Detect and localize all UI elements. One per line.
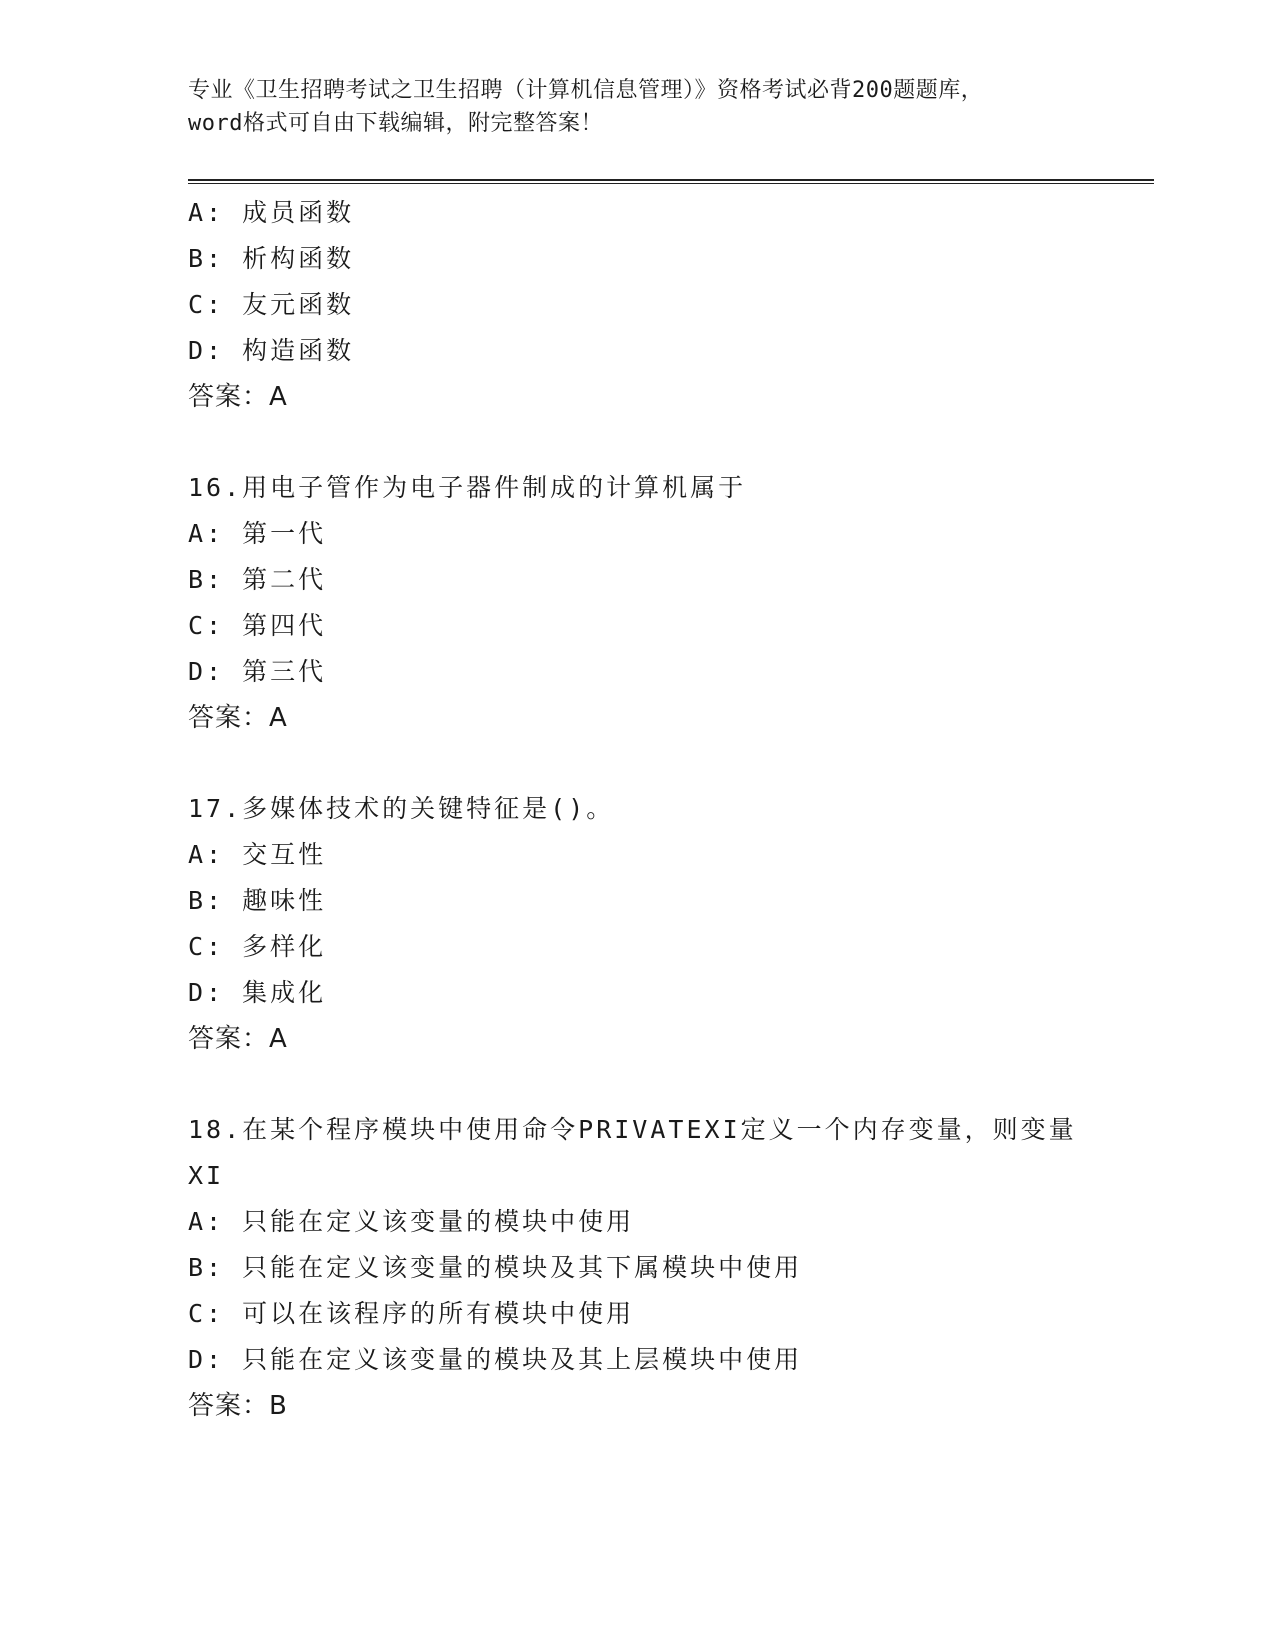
option-a: A: 成员函数	[188, 198, 355, 227]
option-c: C: 多样化	[188, 932, 327, 961]
option-c: C: 友元函数	[188, 290, 355, 319]
answer-line: 答案：A	[188, 703, 288, 733]
option-a: A: 第一代	[188, 519, 327, 548]
header-title-line-1: 专业《卫生招聘考试之卫生招聘（计算机信息管理）》资格考试必背200题题库，	[188, 78, 984, 103]
option-a: A: 只能在定义该变量的模块中使用	[188, 1207, 635, 1236]
option-c: C: 可以在该程序的所有模块中使用	[188, 1299, 635, 1328]
option-b: B: 趣味性	[188, 886, 327, 915]
question-list	[188, 190, 1088, 1429]
option-a: A: 交互性	[188, 840, 327, 869]
question-text: 16.用电子管作为电子器件制成的计算机属于	[188, 473, 747, 502]
question-text: 17.多媒体技术的关键特征是()。	[188, 794, 615, 823]
option-d: D: 只能在定义该变量的模块及其上层模块中使用	[188, 1345, 803, 1374]
question-block-15	[188, 190, 1088, 420]
question-text-line-1: 18.在某个程序模块中使用命令PRIVATEXI定义一个内存变量，则变量	[188, 1115, 1077, 1144]
question-text-line-2: XI	[188, 1161, 225, 1190]
header-title-line-2: word格式可自由下载编辑，附完整答案！	[188, 111, 603, 136]
spacer	[188, 741, 1088, 786]
answer-line: 答案：B	[188, 1391, 288, 1421]
question-block-18	[188, 1107, 1088, 1429]
header-divider-thick	[188, 179, 1154, 181]
answer-line: 答案：A	[188, 382, 288, 412]
question-block-16	[188, 465, 1088, 741]
option-d: D: 构造函数	[188, 336, 355, 365]
option-d: D: 第三代	[188, 657, 327, 686]
question-block-17	[188, 786, 1088, 1062]
option-c: C: 第四代	[188, 611, 327, 640]
option-d: D: 集成化	[188, 978, 327, 1007]
header-divider-thin	[188, 183, 1154, 184]
option-b: B: 第二代	[188, 565, 327, 594]
option-b: B: 只能在定义该变量的模块及其下属模块中使用	[188, 1253, 803, 1282]
answer-line: 答案：A	[188, 1024, 288, 1054]
option-b: B: 析构函数	[188, 244, 355, 273]
spacer	[188, 1062, 1088, 1107]
spacer	[188, 420, 1088, 465]
document-header	[188, 74, 1088, 140]
